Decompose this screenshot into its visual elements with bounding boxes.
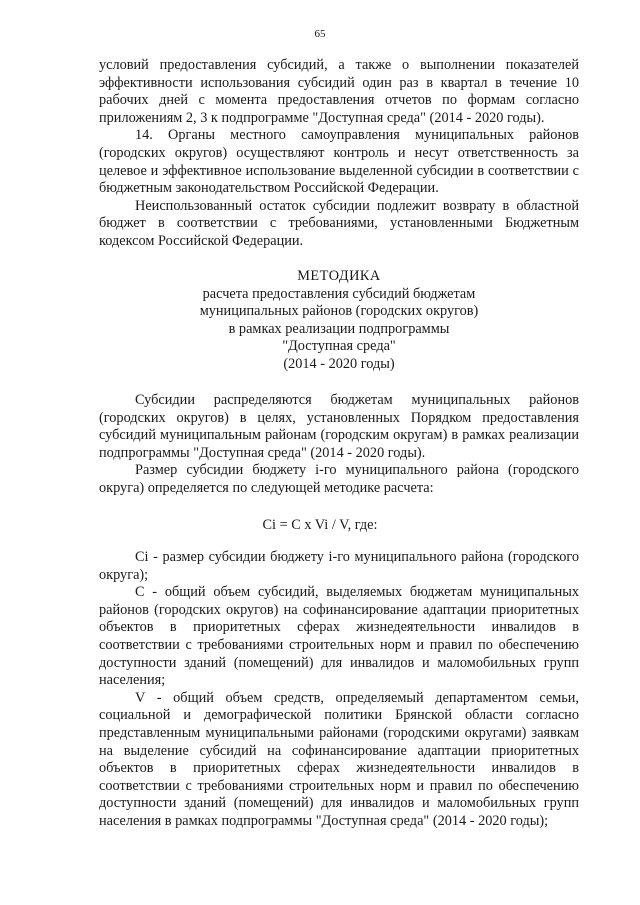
methodology-subtitle-line: муниципальных районов (городских округов) <box>199 303 479 320</box>
paragraph-distribution: Субсидии распределяются бюджетам муниципальных районов (городских округов) в целях, установленных Порядком предоставления субсидий муниципальным районам (городским округам) в рамках реализации подпрограммы "Доступная среда" (2014 - 2020 годы). <box>99 392 579 461</box>
paragraph-unused-balance: Неиспользованный остаток субсидии подлежит возврату в областной бюджет в соответствии с требованиями, установленными Бюджетным кодексом Российской Федерации. <box>99 197 579 249</box>
methodology-subtitle-line: "Доступная среда" <box>282 338 396 355</box>
formula: Ci = C x Vi / V, где: <box>262 517 378 533</box>
methodology-subtitle-line: в рамках реализации подпрограммы <box>228 320 450 337</box>
methodology-subtitle-line: расчета предоставления субсидий бюджетам <box>202 285 476 302</box>
top-section <box>99 57 579 251</box>
paragraph-continuation: условий предоставления субсидий, а также о выполнении показателей эффективности использования субсидий один раз в квартал в течение 10 рабочих дней с момента предоставления отчетов по формам согласно приложениям 2, 3 к подпрограмме "Доступная среда" (2014 - 2020 годы). <box>99 57 579 126</box>
methodology-heading <box>99 268 579 374</box>
methodology-title: МЕТОДИКА <box>297 268 381 284</box>
definition-c: С - общий объем субсидий, выделяемых бюджетам муниципальных районов (городских округов) на софинансирование адаптации приоритетных объектов в приоритетных сферах жизнедеятельности инвалидов в соответствии с требованиями строительных норм и правил по обеспечению доступности зданий (помещений) для инвалидов и маломобильных групп населения; <box>99 584 579 689</box>
middle-section <box>99 392 579 498</box>
paragraph-size-definition: Размер субсидии бюджету i-го муниципального района (городского округа) определяется по следующей методике расчета: <box>99 462 579 496</box>
definition-ci: Ci - размер субсидии бюджету i-го муниципального района (городского округа); <box>99 549 579 583</box>
methodology-subtitle-line: (2014 - 2020 годы) <box>283 355 395 372</box>
paragraph-item-14: 14. Органы местного самоуправления муниципальных районов (городских округов) осуществляют контроль и несут ответственность за целевое и эффективное использование выделенной субсидии в соответствии с бюджетным законодательством Российской Федерации. <box>99 127 579 197</box>
page-number: 65 <box>314 28 326 40</box>
definitions-section <box>99 549 579 831</box>
definition-v: V - общий объем средств, определяемый департаментом семьи, социальной и демографической политики Брянской области согласно представленным муниципальными районами (городскими округами) заявкам на выделение субсидий на софинансирование адаптации приоритетных объектов в приоритетных сферах жизнедеятельности инвалидов в соответствии с требованиями строительных норм и правил по обеспечению доступности зданий (помещений) для инвалидов и маломобильных групп населения в рамках подпрограммы "Доступная среда" (2014 - 2020 годы); <box>99 689 579 829</box>
